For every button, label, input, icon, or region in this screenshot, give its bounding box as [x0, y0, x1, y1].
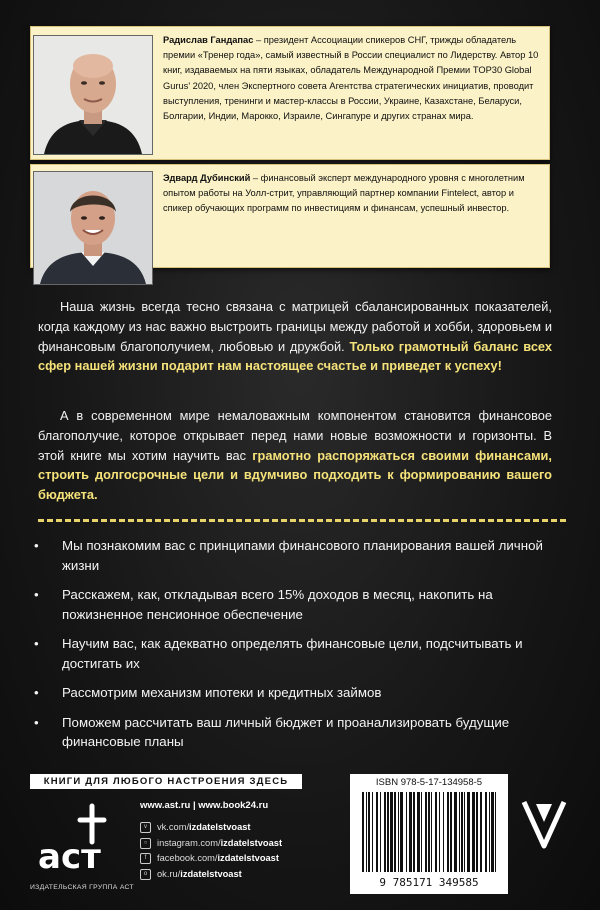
bullet-icon: •: [34, 685, 39, 700]
barcode-bar: [450, 792, 452, 872]
barcode-bar: [454, 792, 457, 872]
barcode-bar: [362, 792, 364, 872]
barcode-bar: [461, 792, 463, 872]
instagram-icon: ○: [140, 838, 151, 849]
intro-paragraph-1: [38, 297, 552, 376]
barcode-bar: [464, 792, 465, 872]
author-name: Эдвард Дубинский: [163, 173, 251, 183]
author-bio-dubinsky: Эдвард Дубинский – финансовый эксперт международного уровня с многолетним опытом работы на Уолл-стрит, управляющий партнер компании Fintelect, автор и спикер обучающих программ по инвестициям и финансам, успешный инвестор.: [163, 173, 525, 214]
facebook-icon: f: [140, 853, 151, 864]
intro-text: А в современном мире немаловажным компонентом становится финансовое благополучие, которое открывает перед нами новые возможности и горизонты. В этой книге мы хотим научить вас: [38, 408, 552, 463]
vk-icon: v: [140, 822, 151, 833]
isbn-number: ISBN 978-5-17-134958-5: [375, 777, 483, 788]
barcode-bar: [387, 792, 389, 872]
intro-text: Наша жизнь всегда тесно связана с матрицей сбалансированных показателей, когда каждому из нас важно выстроить границы между работой и хобби, здоровьем и финансовым благополучием, любовью и дружбой.: [38, 299, 552, 354]
author-bio-gandapas: Радислав Гандапас – президент Ассоциации спикеров СНГ, трижды обладатель премии «Тренер года», самый известный в России специалист по Лидерству. Автор 10 книг, издаваемых на пяти языках, обладатель Международной Премии TOP30 Global Gurus' 2020, член Экспертного совета Агентства стратегических инициатив, проводит выступления, тренинги и мастер-классы в России, Украине, Казахстане, Беларуси, Болгарии, Индии, Марокко, Израиле, Сингапуре и других странах мира.: [163, 35, 539, 122]
barcode-bar: [447, 792, 449, 872]
logo-text: аст: [38, 837, 101, 877]
barcode-bar: [467, 792, 470, 872]
bullet-icon: •: [34, 714, 39, 730]
barcode-bar: [376, 792, 378, 872]
benefits-list: [30, 536, 552, 762]
bullet-icon: •: [34, 538, 39, 553]
barcode-bar: [390, 792, 393, 872]
barcode-bar: [480, 792, 482, 872]
dashed-divider: [38, 519, 566, 522]
social-link-instagram: ○ instagram.com/ izdatelstvoast: [140, 836, 282, 852]
social-link-vk: v vk.com/ izdatelstvoast: [140, 820, 282, 836]
barcode-bar: [366, 792, 367, 872]
barcode-bar: [384, 792, 386, 872]
barcode-bar: [476, 792, 478, 872]
author-card-dubinsky: [30, 164, 550, 268]
barcode-bar: [368, 792, 370, 872]
publisher-emblem-icon: [520, 796, 568, 852]
barcode-bar: [495, 792, 496, 872]
barcode-bar: [428, 792, 430, 872]
barcode-bar: [413, 792, 415, 872]
bullet-icon: •: [34, 636, 39, 651]
back-cover-footer: [30, 774, 570, 900]
list-item: • Научим вас, как адекватно определять финансовые цели, подсчитывать и достигать их: [34, 636, 523, 671]
websites: www.ast.ru | www.book24.ru: [140, 800, 269, 811]
author-photo-dubinsky: [33, 171, 153, 285]
bullet-icon: •: [34, 587, 39, 602]
list-item: • Мы познакомим вас с принципами финансового планирования вашей личной жизни: [34, 538, 543, 573]
list-item: • Рассмотрим механизм ипотеки и кредитных займов: [30, 683, 552, 703]
barcode-bar: [431, 792, 432, 872]
barcode-bar: [439, 792, 440, 872]
social-links: [140, 820, 282, 882]
list-item: • Поможем рассчитать ваш личный бюджет и проанализировать будущие финансовые планы: [34, 714, 510, 749]
intro-paragraph-2: [38, 406, 552, 505]
barcode-bar: [435, 792, 437, 872]
barcode-bar: [489, 792, 490, 872]
ok-icon: o: [140, 869, 151, 880]
social-link-ok: o ok.ru/ izdatelstvoast: [140, 867, 282, 883]
author-bio-text: финансовый эксперт международного уровня с многолетним опытом работы на Уолл-стрит, управляющий партнер компании Fintelect, автор и спикер обучающих программ по инвестициям и финансам, успешный инвестор.: [163, 173, 525, 214]
barcode-bar: [372, 792, 373, 872]
intro-highlight: грамотно распоряжаться своими финансами, строить долгосрочные цели и вдумчиво подходить к формированию вашего бюджета.: [38, 447, 552, 503]
barcode-bar: [400, 792, 403, 872]
publisher-name: ИЗДАТЕЛЬСКАЯ ГРУППА АСТ: [30, 884, 134, 891]
barcode-bar: [491, 792, 494, 872]
barcode-bar: [443, 792, 444, 872]
tagline: КНИГИ ДЛЯ ЛЮБОГО НАСТРОЕНИЯ ЗДЕСЬ: [30, 774, 302, 789]
author-card-gandapas: [30, 26, 550, 160]
barcode-icon: [356, 790, 502, 890]
isbn-barcode: [350, 774, 508, 894]
barcode-bar: [421, 792, 422, 872]
author-photo-gandapas: [33, 35, 153, 155]
barcode-digits: 9 785171 349585: [379, 876, 479, 889]
barcode-bar: [425, 792, 427, 872]
intro-highlight: Только грамотный баланс всех сфер нашей жизни подарит нам настоящее счастье и приведет к успеху!: [38, 338, 553, 374]
ast-logo-icon: [32, 802, 122, 888]
barcode-bar: [459, 792, 460, 872]
social-link-facebook: f facebook.com/ izdatelstvoast: [140, 851, 282, 867]
barcode-bar: [380, 792, 381, 872]
author-name: Радислав Гандапас: [163, 35, 254, 45]
barcode-bar: [394, 792, 396, 872]
author-bio-text: президент Ассоциации спикеров СНГ, трижды обладатель премии «Тренер года», самый известный в России специалист по Лидерству. Автор 10 книг, издаваемых на пяти языках, обладатель Международной Премии TOP30 Global Gurus' 2020, член Экспертного совета Агентства стратегических инициатив, проводит выступления, тренинги и мастер-классы в России, Украине, Казахстане, Беларуси, Болгарии, Индии, Марокко, Израиле, Сингапуре и других странах мира.: [163, 35, 539, 122]
barcode-bar: [409, 792, 412, 872]
barcode-bar: [417, 792, 420, 872]
barcode-bar: [472, 792, 475, 872]
barcode-bar: [398, 792, 399, 872]
barcode-bar: [485, 792, 487, 872]
list-item: • Расскажем, как, откладывая всего 15% доходов в месяц, накопить на пожизненное пенсионное обеспечение: [34, 587, 493, 622]
barcode-bar: [406, 792, 407, 872]
